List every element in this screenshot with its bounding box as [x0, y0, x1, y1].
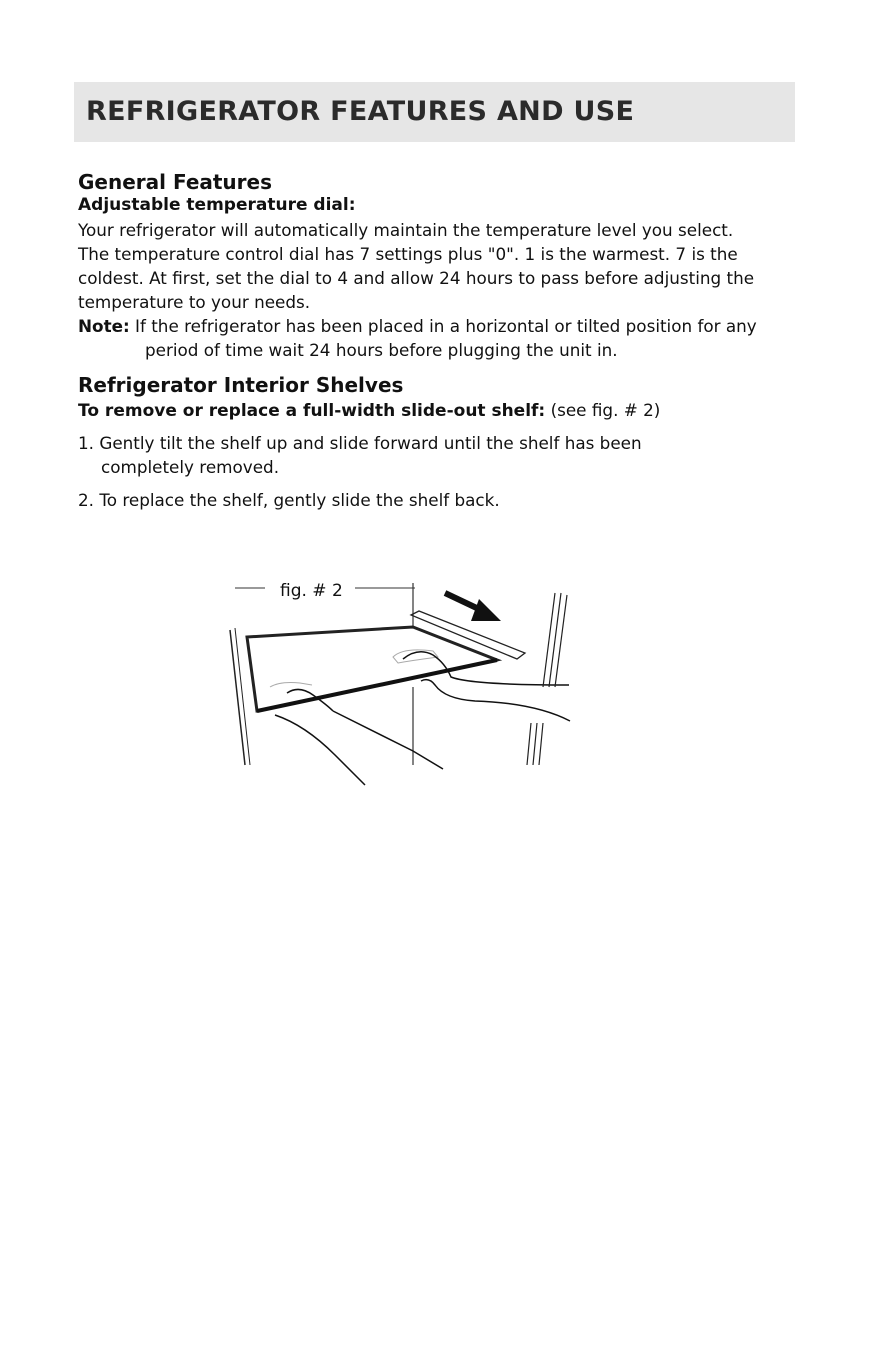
note-line-1	[78, 315, 757, 337]
shelf-illustration	[225, 575, 585, 790]
figure-reference: (see fig. # 2)	[545, 400, 661, 420]
body-line-4: temperature to your needs.	[78, 292, 311, 312]
note-text: If the refrigerator has been placed in a horizontal or tilted position for any	[129, 316, 757, 336]
shelf-removal-figure	[225, 575, 585, 790]
step-1-line-2: completely removed.	[101, 457, 280, 477]
body-line-1: Your refrigerator will automatically maintain the temperature level you select.	[78, 220, 734, 240]
shelf-subheading-line	[78, 399, 660, 422]
direction-arrow-icon	[471, 599, 501, 621]
note-label: Note:	[78, 316, 130, 336]
step-1-line-1: 1. Gently tilt the shelf up and slide forward until the shelf has been	[78, 433, 642, 453]
shelf-subheading: To remove or replace a full-width slide-out shelf:	[78, 401, 546, 421]
note-line-2: period of time wait 24 hours before plugging the unit in.	[145, 340, 618, 360]
interior-shelves-heading: Refrigerator Interior Shelves	[78, 373, 404, 397]
temperature-dial-subheading: Adjustable temperature dial:	[78, 195, 356, 215]
general-features-heading: General Features	[78, 170, 273, 194]
figure-label: fig. # 2	[280, 581, 343, 601]
body-line-2: The temperature control dial has 7 settings plus "0". 1 is the warmest. 7 is the	[78, 244, 738, 264]
page-title: REFRIGERATOR FEATURES AND USE	[86, 96, 635, 127]
step-2-line: 2. To replace the shelf, gently slide the shelf back.	[78, 490, 500, 510]
section-banner	[74, 82, 795, 142]
body-line-3: coldest. At first, set the dial to 4 and allow 24 hours to pass before adjusting the	[78, 268, 755, 288]
